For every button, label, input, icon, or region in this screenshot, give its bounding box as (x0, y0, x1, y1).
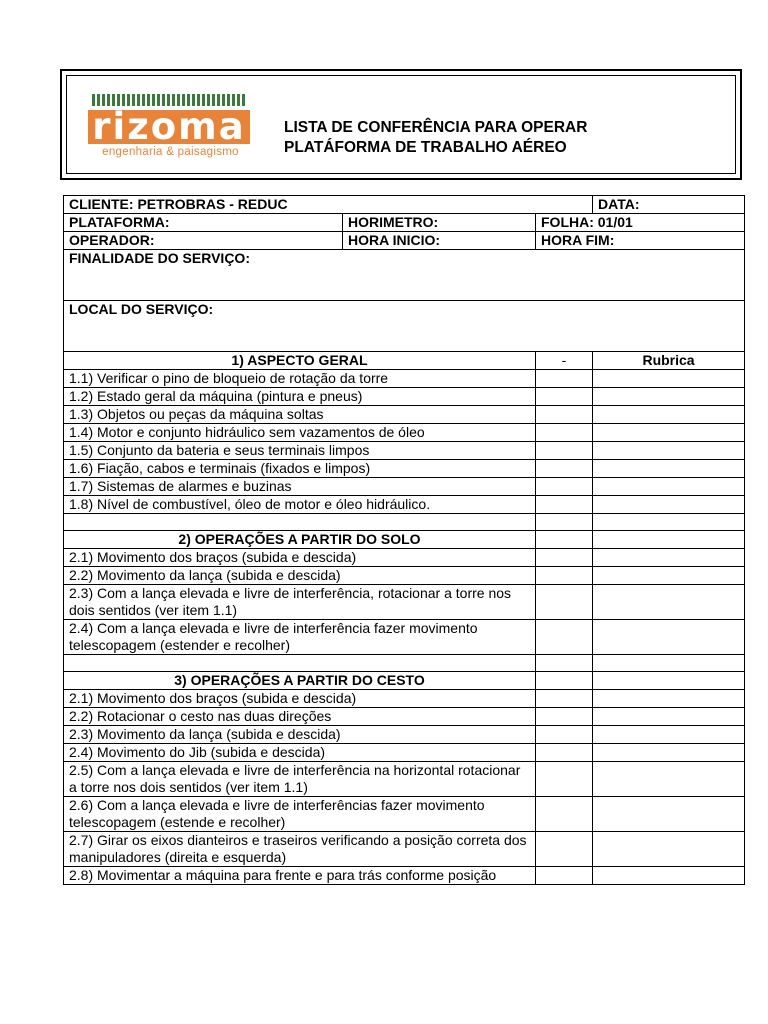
title-line-1: LISTA DE CONFERÊNCIA PARA OPERAR (284, 119, 588, 136)
logo-box (88, 105, 250, 148)
title-line-2: PLATÁFORMA DE TRABALHO AÉREO (284, 139, 567, 156)
rubrica-cell[interactable] (593, 620, 745, 655)
checklist-item-row (64, 744, 745, 762)
local-field[interactable]: LOCAL DO SERVIÇO: (64, 301, 745, 352)
logo-tagline: engenharia & paisagismo (102, 146, 239, 158)
blank-cell (64, 514, 536, 531)
check-cell[interactable] (536, 620, 593, 655)
section-header-row (64, 352, 745, 370)
checklist-item-row (64, 867, 745, 885)
blank-cell (536, 655, 593, 672)
blank-cell (536, 514, 593, 531)
blank-cell (593, 514, 745, 531)
checklist-item-text: 2.2) Rotacionar o cesto nas duas direções (64, 708, 536, 726)
blank-row (64, 655, 745, 672)
check-cell[interactable] (536, 567, 593, 585)
rizoma-logo (88, 94, 253, 164)
rubrica-cell[interactable] (593, 460, 745, 478)
hora-fim-field[interactable]: HORA FIM: (536, 232, 745, 250)
check-column-header (536, 672, 593, 690)
checklist-item-row (64, 478, 745, 496)
check-cell[interactable] (536, 478, 593, 496)
rubrica-cell[interactable] (593, 496, 745, 514)
checklist-item-row (64, 585, 745, 620)
checklist-item-text: 2.7) Girar os eixos dianteiros e traseiros verificando a posição correta dos manipuladores (direita e esquerda) (64, 832, 536, 867)
data-field[interactable]: DATA: (593, 196, 745, 214)
checklist-item-text: 2.6) Com a lança elevada e livre de interferências fazer movimento telescopagem (estende e recolher) (64, 797, 536, 832)
rubrica-cell[interactable] (593, 549, 745, 567)
checklist-item-text: 2.3) Movimento da lança (subida e descida) (64, 726, 536, 744)
checklist-table (63, 195, 745, 885)
check-cell[interactable] (536, 370, 593, 388)
check-cell[interactable] (536, 708, 593, 726)
blank-row (64, 514, 745, 531)
header-inner-border (66, 75, 736, 174)
section-title: 3) OPERAÇÕES A PARTIR DO CESTO (64, 672, 536, 690)
checklist-item-text: 2.4) Com a lança elevada e livre de interferência fazer movimento telescopagem (estender e recolher) (64, 620, 536, 655)
rubrica-cell[interactable] (593, 442, 745, 460)
section-header-row (64, 531, 745, 549)
rubrica-cell[interactable] (593, 585, 745, 620)
checklist-item-row (64, 496, 745, 514)
check-column-header (536, 531, 593, 549)
checklist-item-text: 1.3) Objetos ou peças da máquina soltas (64, 406, 536, 424)
check-cell[interactable] (536, 442, 593, 460)
blank-cell (593, 655, 745, 672)
rubrica-cell[interactable] (593, 424, 745, 442)
logo-word: rizoma (92, 105, 246, 148)
check-cell[interactable] (536, 406, 593, 424)
rubrica-cell[interactable] (593, 762, 745, 797)
section-header-row (64, 672, 745, 690)
rubrica-cell[interactable] (593, 726, 745, 744)
checklist-item-row (64, 388, 745, 406)
checklist-item-text: 2.8) Movimentar a máquina para frente e para trás conforme posição (64, 867, 536, 885)
rubrica-cell[interactable] (593, 567, 745, 585)
rubrica-cell[interactable] (593, 406, 745, 424)
checklist-item-row (64, 620, 745, 655)
blank-cell (64, 655, 536, 672)
rubrica-cell[interactable] (593, 832, 745, 867)
check-cell[interactable] (536, 460, 593, 478)
rubrica-column-header (593, 531, 745, 549)
checklist-item-text: 1.5) Conjunto da bateria e seus terminais limpos (64, 442, 536, 460)
document-title (284, 118, 587, 158)
section-title: 1) ASPECTO GERAL (64, 352, 536, 370)
checklist-item-row (64, 762, 745, 797)
checklist-item-row (64, 442, 745, 460)
checklist-item-text: 1.4) Motor e conjunto hidráulico sem vazamentos de óleo (64, 424, 536, 442)
rubrica-cell[interactable] (593, 388, 745, 406)
header-box (60, 69, 742, 180)
checklist-item-text: 1.8) Nível de combustível, óleo de motor e óleo hidráulico. (64, 496, 536, 514)
check-cell[interactable] (536, 690, 593, 708)
check-cell[interactable] (536, 832, 593, 867)
cliente-field: CLIENTE: PETROBRAS - REDUC (64, 196, 593, 214)
checklist-item-text: 1.6) Fiação, cabos e terminais (fixados e limpos) (64, 460, 536, 478)
plataforma-field[interactable]: PLATAFORMA: (64, 214, 343, 232)
check-cell[interactable] (536, 797, 593, 832)
rubrica-cell[interactable] (593, 478, 745, 496)
rubrica-cell[interactable] (593, 867, 745, 885)
check-cell[interactable] (536, 867, 593, 885)
check-cell[interactable] (536, 726, 593, 744)
rubrica-cell[interactable] (593, 690, 745, 708)
check-column-header: - (536, 352, 593, 370)
rubrica-cell[interactable] (593, 797, 745, 832)
rubrica-cell[interactable] (593, 708, 745, 726)
rubrica-cell[interactable] (593, 744, 745, 762)
check-cell[interactable] (536, 762, 593, 797)
checklist-item-row (64, 370, 745, 388)
checklist-item-row (64, 424, 745, 442)
checklist-item-row (64, 726, 745, 744)
check-cell[interactable] (536, 744, 593, 762)
checklist-item-row (64, 567, 745, 585)
checklist-item-text: 1.1) Verificar o pino de bloqueio de rotação da torre (64, 370, 536, 388)
checklist-item-row (64, 832, 745, 867)
finalidade-field[interactable]: FINALIDADE DO SERVIÇO: (64, 250, 745, 301)
checklist-item-text: 2.4) Movimento do Jib (subida e descida) (64, 744, 536, 762)
checklist-item-row (64, 460, 745, 478)
checklist-item-text: 2.1) Movimento dos braços (subida e descida) (64, 690, 536, 708)
checklist-item-text: 1.7) Sistemas de alarmes e buzinas (64, 478, 536, 496)
checklist-item-row (64, 690, 745, 708)
checklist-item-text: 2.3) Com a lança elevada e livre de interferência, rotacionar a torre nos dois sentidos (ver item 1.1) (64, 585, 536, 620)
checklist-item-text: 2.1) Movimento dos braços (subida e descida) (64, 549, 536, 567)
checklist-item-text: 1.2) Estado geral da máquina (pintura e pneus) (64, 388, 536, 406)
check-cell[interactable] (536, 585, 593, 620)
checklist-item-row (64, 406, 745, 424)
rubrica-column-header: Rubrica (593, 352, 745, 370)
check-cell[interactable] (536, 388, 593, 406)
checklist-item-row (64, 549, 745, 567)
check-cell[interactable] (536, 496, 593, 514)
rubrica-cell[interactable] (593, 370, 745, 388)
checklist-item-row (64, 708, 745, 726)
rubrica-column-header (593, 672, 745, 690)
section-title: 2) OPERAÇÕES A PARTIR DO SOLO (64, 531, 536, 549)
checklist-item-row (64, 797, 745, 832)
horimetro-field[interactable]: HORIMETRO: (343, 214, 536, 232)
hora-inicio-field[interactable]: HORA INICIO: (343, 232, 536, 250)
checklist-item-text: 2.2) Movimento da lança (subida e descida) (64, 567, 536, 585)
operador-field[interactable]: OPERADOR: (64, 232, 343, 250)
folha-field: FOLHA: 01/01 (536, 214, 745, 232)
check-cell[interactable] (536, 424, 593, 442)
check-cell[interactable] (536, 549, 593, 567)
checklist-item-text: 2.5) Com a lança elevada e livre de interferência na horizontal rotacionar a torre nos dois sentidos (ver item 1.1) (64, 762, 536, 797)
